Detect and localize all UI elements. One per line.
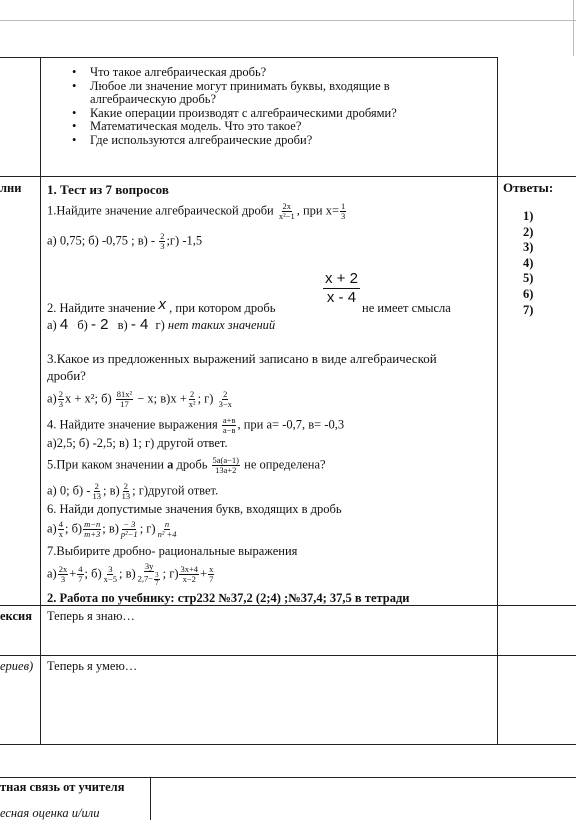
q2-condition: не имеет смысла bbox=[362, 301, 451, 315]
left-label-feedback: тная связь от учителя bbox=[0, 780, 125, 794]
left-column-rule bbox=[40, 57, 41, 745]
question-5: 5.При каком значении а дробь $\frac{5a(a-1)}{13a+2}$ не определена? bbox=[47, 455, 326, 475]
question-3-line1: 3.Какое из предложенных выражений записано в виде алгебраической bbox=[47, 351, 437, 366]
answer-slot: 7) bbox=[523, 302, 534, 317]
question-item: • Что такое алгебраическая дробь? bbox=[72, 66, 472, 80]
question-4: 4. Найдите значение выражения $\frac{а+в}{а-в}$ , при а= -0,7, в= -0,3 bbox=[47, 415, 345, 435]
left-label-assessment: есная оценка и/или bbox=[0, 806, 100, 820]
q5-answers: а) 0; б) - $\frac{2}{13}$ ; в) $\frac{2}{13}$ ; г)другой ответ. bbox=[47, 481, 219, 501]
q2-answers: а) 4 б) - 2 в) - 4 г) нет таких значений bbox=[47, 316, 276, 333]
left-label-tasks: лни bbox=[0, 181, 22, 195]
left-label-reflection: ексия bbox=[0, 609, 32, 623]
q1-text: 1.Найдите значение алгебраической дроби bbox=[47, 203, 274, 218]
q6-answers: а) $\frac{4}{x}$ ; б) $\frac{m-n}{m+3}$ ; в) $\frac{- 3}{\text{p²−1}}$ ; г) $\frac{n}{\text{n² +4}}$ bbox=[47, 519, 177, 539]
question-item: • Где используются алгебраические дроби? bbox=[72, 134, 472, 148]
reflection-know: Теперь я знаю… bbox=[47, 609, 135, 623]
row3-top-rule bbox=[0, 605, 576, 606]
right-edge-rule bbox=[573, 0, 574, 56]
row4-top-rule bbox=[0, 655, 576, 656]
question-item: • Какие операции производят с алгебраическими дробями? bbox=[72, 107, 472, 121]
answer-slot: 1) bbox=[523, 209, 534, 223]
q1-answer-fraction: $\frac{2}{3}$ bbox=[160, 231, 165, 251]
answer-slot: 6) bbox=[523, 286, 534, 301]
q2-big-fraction: x + 2 x - 4 bbox=[325, 270, 358, 306]
answers-header: Ответы: bbox=[503, 180, 554, 195]
answer-slot: 5) bbox=[523, 271, 534, 286]
q2-variable: x bbox=[158, 296, 167, 313]
answers-list bbox=[523, 209, 533, 318]
q1-fraction: $\frac{2x}{\text{x²−1}}$ bbox=[278, 201, 295, 221]
left-label-criteria: ериев) bbox=[0, 659, 34, 673]
q1-condition: , при x= bbox=[296, 203, 340, 218]
row5-top-rule bbox=[0, 777, 576, 778]
question-item: • Математическая модель. Что это такое? bbox=[72, 120, 472, 134]
question-2: 2. Найдите значение x , при котором дробь bbox=[47, 296, 276, 315]
question-item: • Любое ли значение могут принимать буквы, входящие в алгебраическую дробь? bbox=[72, 80, 472, 107]
q7-answers: а) $\frac{2x}{3}$ + $\frac{4}{7}$ ; б) $\frac{3}{x-5}$ ; в) 3y 2,7− $\frac{3}{7}$ ; г) $\frac{3x+4}{x-2}$ + $\frac{x}{7}$ bbox=[47, 561, 214, 587]
row4-bottom-rule bbox=[0, 744, 576, 745]
question-6: 6. Найди допустимые значения букв, входящих в дробь bbox=[47, 502, 342, 516]
textbook-work: 2. Работа по учебнику: стр232 №37,2 (2;4) ;№37,4; 37,5 в тетради bbox=[47, 591, 410, 605]
bottom-column-rule bbox=[150, 777, 151, 820]
q1-x-value: $\frac{1}{3}$ bbox=[341, 201, 346, 221]
row1-top-rule bbox=[0, 57, 498, 58]
answer-slot: 4) bbox=[523, 255, 534, 270]
test-title: 1. Тест из 7 вопросов bbox=[47, 182, 169, 197]
q4-answers: а)2,5; б) -2,5; в) 1; г) другой ответ. bbox=[47, 436, 228, 450]
reflection-can: Теперь я умею… bbox=[47, 659, 138, 673]
row2-top-rule bbox=[0, 176, 576, 177]
question-3-line2: дроби? bbox=[47, 368, 86, 383]
question-7: 7.Выбирите дробно- рациональные выражения bbox=[47, 544, 298, 558]
answer-slot: 3) bbox=[523, 240, 534, 255]
q3-answers: а) $\frac{2}{3}$ x + x²; б) $\frac{\text{81x²}}{17}$ − x; в)x + $\frac{2}{\text{x²}}$ ; г) $\frac{2}{3-x}$ bbox=[47, 389, 232, 409]
question-list bbox=[72, 66, 472, 147]
question-1 bbox=[47, 202, 347, 221]
q1-answers: а) 0,75; б) -0,75 ; в) - $\frac{2}{3}$ ;г) -1,5 bbox=[47, 231, 203, 251]
answers-column-rule bbox=[497, 57, 498, 745]
top-rule bbox=[0, 20, 576, 21]
answer-slot: 2) bbox=[523, 224, 534, 239]
